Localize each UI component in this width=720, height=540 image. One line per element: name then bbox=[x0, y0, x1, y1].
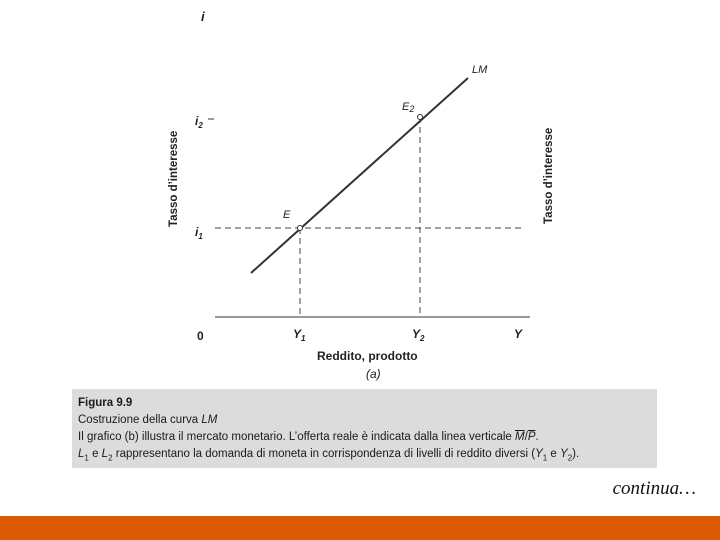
x-tick-y1: $Y_1$ bbox=[293, 327, 306, 343]
x-tick-y2: $Y_2$ bbox=[412, 327, 425, 343]
caption-figure-label: Figura 9.9 bbox=[78, 397, 133, 409]
continua-label: continua… bbox=[612, 478, 696, 499]
caption-line-2: $L_1$ e $L_2$ rappresentano la domanda di moneta in corrispondenza di livelli di reddito diversi ($Y_1$ e $Y_2$). bbox=[78, 448, 580, 463]
y-axis-symbol: i bbox=[201, 9, 205, 24]
lm-curve bbox=[251, 78, 468, 273]
caption-title: Costruzione della curva LM bbox=[78, 414, 218, 426]
caption-line-1: Il grafico (b) illustra il mercato monetario. L’offerta reale è indicata dalla linea verticale $\overline{M}/\overline{P}$. bbox=[78, 431, 539, 443]
x-axis-symbol: Y bbox=[514, 327, 523, 341]
y-tick-i1: $i_1$ bbox=[195, 225, 203, 241]
y-axis-title-left: Tasso d’interesse bbox=[168, 130, 180, 227]
point-e2 bbox=[418, 115, 423, 120]
x-axis-title: Reddito, prodotto bbox=[317, 349, 418, 363]
point-e-label: E bbox=[283, 209, 291, 221]
y-tick-i2: $i_2$ bbox=[195, 114, 203, 130]
panel-label: (a) bbox=[366, 367, 381, 381]
lm-curve-label: LM bbox=[472, 64, 488, 76]
point-e bbox=[298, 226, 303, 231]
figure-caption bbox=[72, 389, 657, 468]
footer-bar bbox=[0, 516, 720, 540]
y-axis-title-right: Tasso d’interesse bbox=[543, 127, 555, 224]
point-e2-label: E2 bbox=[402, 101, 415, 114]
origin-label: 0 bbox=[197, 329, 204, 343]
